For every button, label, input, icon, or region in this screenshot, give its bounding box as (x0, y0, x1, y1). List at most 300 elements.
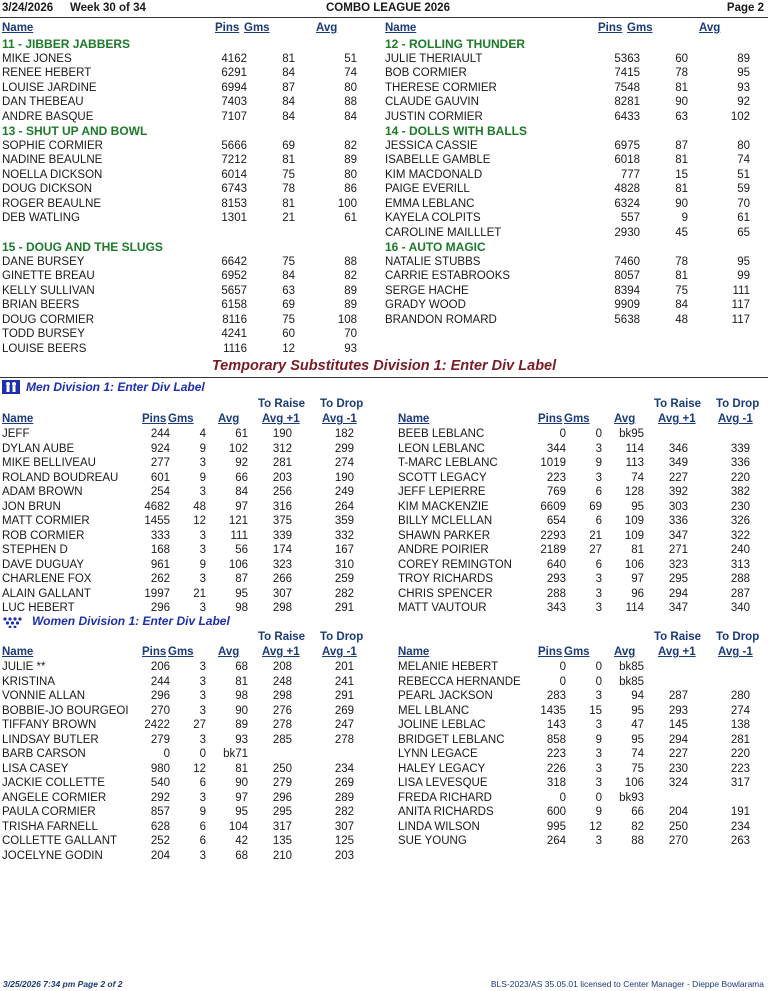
substitute-raise: 270 (668, 835, 688, 847)
substitute-raise: 349 (668, 457, 688, 469)
substitute-avg: 89 (235, 719, 248, 731)
substitute-avg: 114 (625, 602, 644, 614)
substitute-row (2, 849, 372, 864)
substitute-row (398, 733, 766, 748)
substitute-gms: 0 (595, 428, 602, 440)
player-pins: 5657 (221, 284, 247, 297)
player-pins: 2930 (614, 226, 640, 239)
header-rule (0, 17, 768, 18)
substitute-name: DYLAN AUBE (2, 442, 75, 455)
player-pins: 7415 (614, 67, 640, 79)
substitute-avg: 104 (228, 820, 248, 833)
substitute-pins: 318 (546, 777, 566, 789)
player-row (385, 95, 765, 110)
player-gms: 78 (282, 183, 295, 195)
drop-header-top: To Drop (320, 631, 364, 643)
player-name: JESSICA CASSIE (385, 139, 478, 152)
player-pins: 7107 (221, 110, 247, 123)
column-avg-header: Avg (614, 646, 636, 658)
substitute-raise: 294 (668, 587, 688, 600)
player-gms: 63 (675, 110, 688, 123)
player-pins: 1301 (221, 212, 247, 224)
substitute-gms: 3 (595, 777, 602, 789)
substitute-name: MATT CORMIER (2, 515, 90, 527)
player-pins: 5363 (614, 52, 640, 65)
team-title: 14 - DOLLS WITH BALLS (385, 124, 527, 138)
substitute-pins: 333 (150, 529, 170, 542)
player-name: DAN THEBEAU (2, 96, 84, 108)
substitute-name: MELANIE HEBERT (398, 661, 499, 673)
substitute-gms: 9 (199, 442, 206, 455)
drop-header-bottom: Avg -1 (718, 646, 753, 658)
substitute-row (2, 427, 372, 442)
men-division-text: Men Division 1: Enter Div Label (26, 380, 205, 394)
substitute-raise: 227 (668, 748, 688, 760)
player-pins: 6433 (614, 110, 640, 123)
substitute-pins: 223 (546, 471, 566, 484)
substitute-gms: 48 (193, 500, 206, 513)
substitute-avg: 97 (235, 791, 248, 804)
substitute-name: PAULA CORMIER (2, 806, 96, 818)
substitute-drop: 278 (334, 733, 354, 746)
substitute-raise: 296 (272, 791, 292, 804)
substitute-pins: 288 (546, 587, 566, 600)
column-gms-header: Gms (244, 22, 270, 34)
player-name: ROGER BEAULNE (2, 197, 102, 210)
substitute-row (2, 514, 372, 529)
substitute-pins: 857 (150, 806, 170, 818)
substitute-raise: 346 (668, 442, 688, 455)
substitute-pins: 264 (546, 835, 566, 847)
column-gms-header: Gms (564, 646, 590, 658)
substitute-gms: 3 (199, 690, 206, 702)
player-row (385, 52, 765, 67)
substitute-pins: 980 (150, 762, 170, 775)
substitute-row (398, 704, 766, 719)
substitute-avg: 106 (228, 558, 248, 571)
player-pins: 557 (620, 212, 640, 224)
substitute-drop: 336 (730, 457, 750, 469)
women-left-table (2, 630, 372, 863)
column-avg-header: Avg (218, 646, 240, 658)
substitute-avg: 114 (625, 442, 644, 455)
men-right-table (398, 397, 766, 616)
player-pins: 8281 (614, 96, 640, 108)
substitute-pins: 601 (150, 471, 170, 484)
substitute-row (398, 601, 766, 616)
player-gms: 75 (282, 168, 295, 181)
player-avg: 80 (737, 139, 750, 152)
player-pins: 7460 (614, 255, 640, 268)
substitute-avg: 97 (235, 500, 248, 513)
player-avg: 93 (344, 342, 357, 355)
substitute-avg: 128 (624, 486, 644, 498)
substitute-row (398, 442, 766, 457)
substitute-avg: 66 (631, 806, 644, 818)
player-name: MIKE JONES (2, 52, 72, 65)
substitute-raise: 336 (668, 515, 688, 527)
substitute-pins: 995 (546, 820, 566, 833)
player-gms: 45 (675, 226, 688, 239)
substitute-name: BARB CARSON (2, 748, 86, 760)
player-row (385, 255, 765, 270)
substitute-row (2, 791, 372, 806)
substitute-gms: 12 (193, 762, 206, 775)
substitute-pins: 344 (546, 442, 566, 455)
substitute-drop: 125 (334, 835, 354, 847)
player-avg: 74 (344, 67, 357, 79)
team-title: 12 - ROLLING THUNDER (385, 37, 526, 51)
player-avg: 80 (344, 81, 357, 94)
player-pins: 1116 (223, 342, 247, 355)
substitute-pins: 293 (546, 573, 566, 585)
player-row (2, 153, 372, 168)
substitute-row (2, 660, 372, 675)
player-name: ISABELLE GAMBLE (385, 154, 491, 166)
substitute-column-header (2, 397, 372, 427)
substitute-raise: 208 (272, 661, 292, 673)
player-name: DEB WATLING (2, 212, 80, 224)
substitute-avg: 98 (235, 602, 248, 614)
substitute-raise: 230 (668, 762, 688, 775)
player-pins: 8153 (221, 197, 247, 210)
substitute-name: MEL LBLANC (398, 704, 470, 717)
substitute-name: ROLAND BOUDREAU (2, 471, 119, 484)
player-avg: 117 (731, 299, 750, 311)
player-gms: 84 (675, 299, 688, 311)
substitute-gms: 3 (595, 762, 602, 775)
substitute-drop: 190 (334, 471, 354, 484)
substitute-name: VONNIE ALLAN (2, 690, 86, 702)
substitute-name: HALEY LEGACY (398, 762, 486, 775)
player-row (385, 269, 765, 284)
player-gms: 81 (282, 154, 295, 166)
substitute-raise: 266 (272, 573, 292, 585)
substitute-raise: 248 (272, 675, 292, 688)
player-name: NOELLA DICKSON (2, 168, 103, 181)
substitute-pins: 2189 (540, 544, 566, 556)
substitute-pins: 223 (546, 748, 566, 760)
substitute-name: JEFF LEPIERRE (398, 486, 486, 498)
player-row (2, 52, 372, 67)
player-avg: 89 (344, 154, 357, 166)
substitute-raise: 203 (272, 471, 292, 484)
player-row (2, 197, 372, 212)
substitute-column-header (2, 630, 372, 660)
player-pins: 6994 (221, 81, 247, 94)
player-row (2, 139, 372, 154)
player-pins: 6743 (221, 183, 247, 195)
teams-left-column (2, 22, 372, 356)
player-row (385, 313, 765, 328)
substitute-gms: 21 (589, 529, 602, 542)
substitute-pins: 1435 (540, 704, 566, 717)
substitute-drop: 234 (730, 820, 750, 833)
player-gms: 75 (282, 313, 295, 326)
player-name: JUSTIN CORMIER (385, 110, 483, 123)
substitute-avg: 98 (235, 690, 248, 702)
player-name: NADINE BEAULNE (2, 154, 103, 166)
substitute-row (398, 427, 766, 442)
substitute-gms: 9 (199, 558, 206, 571)
column-pins-header: Pins (142, 413, 167, 425)
substitute-pins: 628 (150, 820, 170, 833)
team-column-header (2, 22, 372, 37)
substitute-gms: 3 (199, 529, 206, 542)
substitute-pins: 168 (150, 544, 170, 556)
player-pins: 4828 (614, 183, 640, 195)
player-gms: 87 (282, 81, 295, 94)
raise-header-top: To Raise (654, 631, 702, 643)
player-gms: 81 (675, 183, 688, 195)
substitute-avg: 113 (625, 457, 644, 469)
player-pins: 6158 (221, 299, 247, 311)
substitute-drop: 291 (334, 602, 354, 614)
player-gms: 78 (675, 67, 688, 79)
substitute-name: LINDA WILSON (398, 820, 480, 833)
player-gms: 60 (675, 52, 688, 65)
substitute-pins: 0 (559, 428, 566, 440)
player-avg: 70 (344, 328, 357, 340)
player-avg: 80 (344, 168, 357, 181)
substitute-name: COREY REMINGTON (398, 558, 512, 571)
substitute-pins: 206 (150, 661, 170, 673)
substitute-avg: 97 (631, 573, 644, 585)
substitute-pins: 1019 (540, 457, 566, 469)
substitute-pins: 296 (150, 690, 170, 702)
substitute-raise: 298 (272, 602, 292, 614)
column-name-header: Name (385, 22, 417, 34)
substitute-raise: 135 (272, 835, 292, 847)
column-name-header: Name (398, 413, 430, 425)
substitute-row (398, 471, 766, 486)
player-avg: 108 (337, 313, 357, 326)
player-avg: 61 (737, 212, 750, 224)
substitute-name: TROY RICHARDS (398, 573, 493, 585)
substitute-gms: 3 (199, 544, 206, 556)
player-gms: 81 (675, 154, 688, 166)
player-avg: 59 (737, 183, 750, 195)
player-gms: 21 (282, 212, 295, 224)
substitute-name: JULIE ** (2, 661, 46, 673)
substitute-raise: 281 (272, 457, 292, 469)
substitute-name: MIKE BELLIVEAU (2, 457, 96, 469)
player-pins: 4162 (221, 52, 247, 65)
player-avg: 95 (737, 255, 750, 268)
substitute-drop: 299 (334, 442, 354, 455)
player-name: BRIAN BEERS (2, 299, 80, 311)
substitute-avg: 109 (624, 529, 644, 542)
substitute-name: FREDA RICHARD (398, 791, 492, 804)
substitute-raise: 303 (668, 500, 688, 513)
substitute-pins: 204 (150, 849, 170, 862)
substitute-drop: 138 (730, 719, 750, 731)
player-gms: 84 (282, 96, 295, 108)
substitute-avg: 81 (235, 675, 248, 688)
player-name: JULIE THERIAULT (385, 52, 483, 65)
player-gms: 90 (675, 197, 688, 210)
substitute-drop: 230 (730, 500, 750, 513)
substitute-row (2, 471, 372, 486)
substitute-name: BOBBIE-JO BOURGEOI (2, 704, 129, 717)
player-row (385, 211, 765, 226)
player-pins: 8057 (614, 270, 640, 282)
substitute-column-header (398, 397, 766, 427)
player-name: KIM MACDONALD (385, 168, 483, 181)
player-avg: 89 (344, 299, 357, 311)
substitute-row (2, 587, 372, 602)
substitute-name: LEON LEBLANC (398, 442, 485, 455)
substitute-avg: bk85 (619, 675, 644, 688)
player-row (2, 211, 372, 226)
player-avg: 88 (344, 255, 357, 268)
raise-header-top: To Raise (258, 631, 306, 643)
substitute-pins: 540 (150, 777, 170, 789)
men-left-table (2, 397, 372, 616)
substitute-pins: 252 (150, 835, 170, 847)
player-name: KAYELA COLPITS (385, 212, 481, 224)
column-name-header: Name (2, 646, 34, 658)
substitute-avg: 102 (228, 442, 248, 455)
substitute-drop: 307 (334, 820, 354, 833)
substitute-gms: 3 (199, 704, 206, 717)
substitute-drop: 223 (730, 762, 750, 775)
column-name-header: Name (2, 413, 34, 425)
player-row (2, 81, 372, 96)
team-title: 13 - SHUT UP AND BOWL (2, 124, 148, 138)
player-avg: 74 (737, 154, 750, 166)
drop-header-bottom: Avg -1 (718, 413, 753, 425)
substitute-drop: 274 (334, 457, 354, 469)
page-header (2, 2, 766, 16)
substitute-pins: 143 (546, 719, 566, 731)
player-name: LOUISE BEERS (2, 342, 87, 355)
column-name-header: Name (2, 22, 34, 34)
substitutes-rule (0, 377, 768, 378)
teams-right-column (385, 22, 765, 327)
player-name: TODD BURSEY (2, 328, 85, 340)
column-avg-header: Avg (614, 413, 636, 425)
substitute-avg: 74 (631, 471, 644, 484)
substitute-row (2, 675, 372, 690)
substitute-name: LUC HEBERT (2, 602, 75, 614)
substitute-row (2, 543, 372, 558)
substitute-row (2, 762, 372, 777)
column-pins-header: Pins (215, 22, 240, 34)
player-row (385, 66, 765, 81)
substitute-drop: 317 (730, 777, 750, 789)
player-row (385, 182, 765, 197)
substitute-pins: 2422 (144, 719, 170, 731)
substitute-pins: 924 (150, 442, 170, 455)
player-pins: 6014 (221, 168, 247, 181)
substitute-drop: 191 (730, 806, 750, 818)
substitute-raise: 316 (272, 500, 292, 513)
player-gms: 69 (282, 139, 295, 152)
substitute-raise: 317 (272, 820, 292, 833)
player-row (2, 255, 372, 270)
substitute-gms: 3 (595, 471, 602, 484)
player-avg: 89 (737, 52, 750, 65)
substitute-name: LISA LEVESQUE (398, 777, 488, 789)
player-name: DOUG CORMIER (2, 313, 94, 326)
substitute-pins: 654 (546, 515, 566, 527)
substitute-pins: 279 (150, 733, 170, 746)
substitute-pins: 277 (150, 457, 170, 469)
substitute-row (398, 762, 766, 777)
substitute-avg: bk93 (619, 791, 644, 804)
substitute-row (398, 660, 766, 675)
column-gms-header: Gms (168, 413, 194, 425)
substitute-raise: 145 (668, 719, 688, 731)
player-gms: 81 (675, 270, 688, 282)
player-gms: 63 (282, 284, 295, 297)
women-division-label (2, 614, 230, 629)
substitute-raise: 347 (668, 602, 688, 614)
player-gms: 84 (282, 110, 295, 123)
substitute-gms: 3 (595, 442, 602, 455)
player-pins: 7212 (221, 154, 247, 166)
player-avg: 88 (344, 96, 357, 108)
substitute-name: ANGELE CORMIER (2, 791, 107, 804)
player-name: LOUISE JARDINE (2, 81, 97, 94)
substitute-name: LISA CASEY (2, 762, 69, 775)
substitute-avg: 88 (631, 835, 644, 847)
substitute-raise: 279 (272, 777, 292, 789)
substitute-raise: 375 (272, 515, 292, 527)
player-gms: 75 (282, 255, 295, 268)
player-pins: 4241 (221, 328, 247, 340)
player-pins: 5666 (221, 139, 247, 152)
column-gms-header: Gms (627, 22, 653, 34)
player-name: BRANDON ROMARD (385, 313, 497, 326)
substitute-row (2, 733, 372, 748)
substitute-row (2, 485, 372, 500)
substitute-name: JOLINE LEBLAC (398, 719, 486, 731)
substitute-avg: 111 (230, 529, 248, 542)
player-avg: 51 (344, 52, 357, 65)
player-avg: 65 (737, 226, 750, 239)
team-title: 15 - DOUG AND THE SLUGS (2, 240, 163, 254)
substitute-name: SCOTT LEGACY (398, 471, 487, 484)
substitute-name: PEARL JACKSON (398, 690, 493, 702)
player-name: CAROLINE MAILLLET (385, 226, 502, 239)
player-avg: 82 (344, 139, 357, 152)
substitute-raise: 298 (272, 690, 292, 702)
column-pins-header: Pins (538, 413, 563, 425)
substitute-avg: 47 (631, 719, 644, 731)
player-name: ANDRE BASQUE (2, 110, 94, 123)
substitute-drop: 269 (334, 704, 354, 717)
player-row (2, 182, 372, 197)
column-avg-header: Avg (218, 413, 240, 425)
substitute-drop: 322 (730, 529, 750, 542)
substitute-name: DAVE DUGUAY (2, 558, 85, 571)
drop-header-top: To Drop (716, 631, 760, 643)
player-name: BOB CORMIER (385, 67, 467, 79)
substitute-pins: 244 (150, 675, 170, 688)
substitute-raise: 294 (668, 733, 688, 746)
substitute-gms: 0 (595, 661, 602, 673)
substitute-raise: 210 (272, 849, 292, 862)
men-division-label (2, 380, 205, 395)
substitute-avg: 90 (235, 777, 248, 789)
substitute-drop: 339 (730, 442, 750, 455)
substitute-drop: 274 (730, 704, 750, 717)
substitute-drop: 340 (730, 602, 750, 614)
player-gms: 69 (282, 299, 295, 311)
substitute-gms: 9 (199, 806, 206, 818)
